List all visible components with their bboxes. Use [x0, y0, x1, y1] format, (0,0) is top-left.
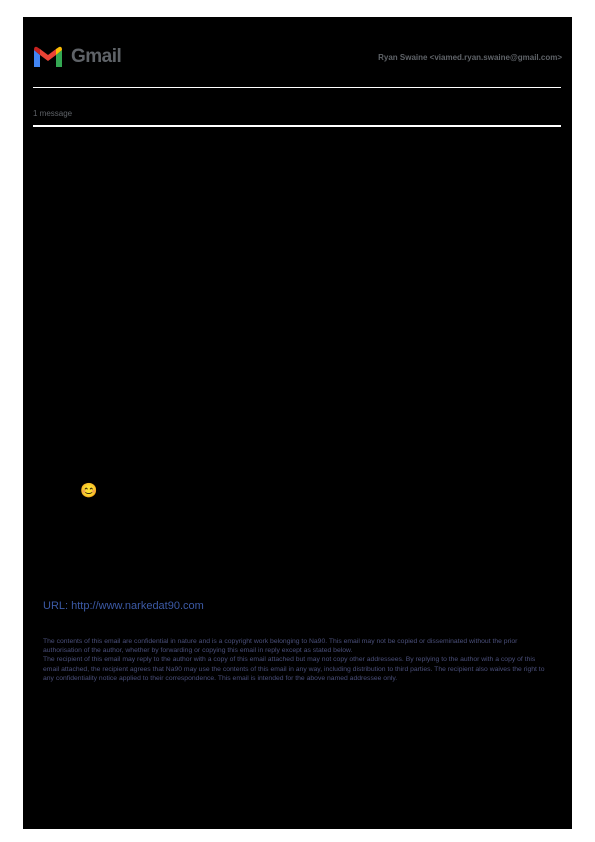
confidentiality-disclaimer	[43, 637, 545, 683]
website-link[interactable]: http://www.narkedat90.com	[71, 600, 204, 612]
sender-line: Ryan Swaine <viamed.ryan.swaine@gmail.com>	[378, 53, 562, 62]
gmail-logo	[33, 45, 121, 69]
email-printout-page	[23, 17, 572, 829]
gmail-envelope-icon	[33, 46, 63, 68]
header-divider	[33, 87, 561, 88]
message-count: 1 message	[33, 109, 73, 118]
disclaimer-paragraph-2: The recipient of this email may reply to the author with a copy of this email attached but may not copy other addressees. By replying to the author with a copy of this email attached, the recipient agrees that Na90 may use the contents of this email in any way, including distribution to third parties. The recipient also waives the right to any confidentiality notice applied to their correspondence. This email is intended for the above named addressee only.	[43, 656, 545, 682]
gmail-wordmark: Gmail	[71, 46, 122, 67]
smiling-face-icon: 😊	[80, 482, 98, 498]
url-line	[43, 600, 204, 612]
thread-divider	[33, 125, 561, 127]
disclaimer-paragraph-1: The contents of this email are confidential in nature and is a copyright work belonging to Na90. This email may not be copied or disseminated without the prior authorisation of the author, whether by forwarding or copying this email in reply except as stated below.	[43, 638, 518, 655]
url-label: URL:	[43, 600, 69, 612]
